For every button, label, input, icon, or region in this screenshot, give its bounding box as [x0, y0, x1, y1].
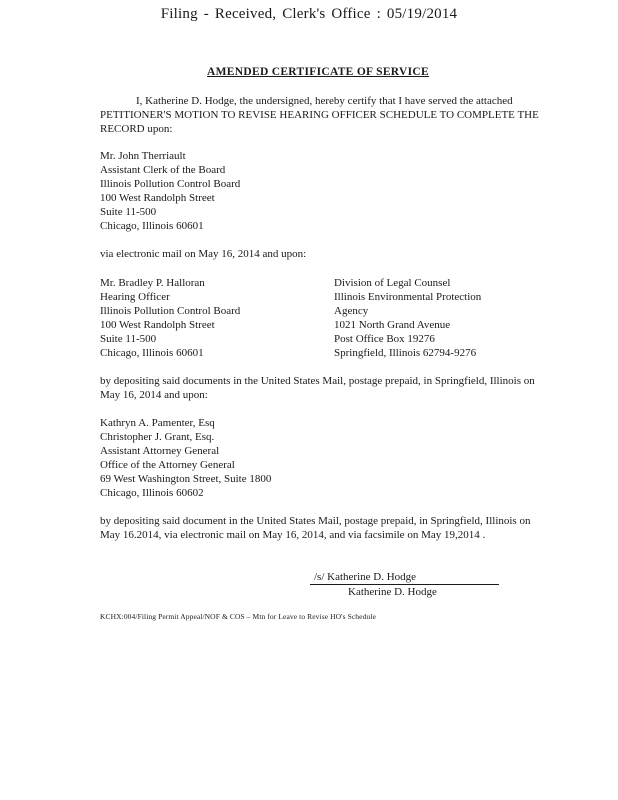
address-line: 100 West Randolph Street — [100, 319, 215, 331]
address-line: Office of the Attorney General — [100, 459, 235, 471]
address-line: 100 West Randolph Street — [100, 192, 215, 204]
signature-block — [310, 570, 533, 599]
via-mail-paragraph-2: by depositing said document in the United States Mail, postage prepaid, in Springfield, Illinois on May 16.2014, via electronic mail on May 16, 2014, and via facsimile on May 19,2014 . — [100, 515, 531, 541]
address-line: 1021 North Grand Avenue — [334, 319, 451, 331]
intro-paragraph: I, Katherine D. Hodge, the undersigned, hereby certify that I have served the attached PETITIONER'S MOTION TO REVISE HEARING OFFICER SCHEDULE TO COMPLETE THE RECORD upon: — [100, 95, 539, 135]
document-footer: KCHX:004/Filing Permit Appeal/NOF & COS – Mtn for Leave to Revise HO's Schedule — [100, 612, 376, 621]
address-line: Chicago, Illinois 60601 — [100, 220, 204, 232]
document-title: AMENDED CERTIFICATE OF SERVICE — [207, 66, 429, 78]
address-line: 69 West Washington Street, Suite 1800 — [100, 473, 272, 485]
address-line: Hearing Officer — [100, 291, 170, 303]
recipient-iepa-address — [334, 276, 481, 360]
recipient-hearing-officer-address — [100, 276, 240, 360]
address-line: Assistant Attorney General — [100, 445, 220, 457]
filing-stamp: Filing - Received, Clerk's Office : 05/19/2014 — [160, 6, 458, 22]
address-line: Mr. Bradley P. Halloran — [100, 277, 205, 289]
address-line: Suite 11-500 — [100, 206, 157, 218]
signer-name: Katherine D. Hodge — [348, 586, 437, 598]
address-line: Chicago, Illinois 60602 — [100, 487, 204, 499]
address-line: Agency — [334, 305, 369, 317]
recipient-attorney-general-address — [100, 416, 271, 500]
address-line: Christopher J. Grant, Esq. — [100, 431, 215, 443]
address-line: Post Office Box 19276 — [334, 333, 435, 345]
via-email-line: via electronic mail on May 16, 2014 and upon: — [100, 248, 307, 260]
address-line: Assistant Clerk of the Board — [100, 164, 226, 176]
address-line: Division of Legal Counsel — [334, 277, 451, 289]
electronic-signature: /s/ Katherine D. Hodge — [310, 570, 499, 585]
address-line: Suite 11-500 — [100, 333, 157, 345]
address-line: Springfield, Illinois 62794-9276 — [334, 347, 477, 359]
recipient-clerk-address — [100, 149, 240, 233]
address-line: Illinois Pollution Control Board — [100, 305, 241, 317]
via-mail-paragraph-1: by depositing said documents in the United States Mail, postage prepaid, in Springfield, Illinois on May 16, 2014 and upon: — [100, 375, 535, 401]
address-line: Illinois Pollution Control Board — [100, 178, 241, 190]
address-line: Kathryn A. Pamenter, Esq — [100, 417, 215, 429]
address-line: Illinois Environmental Protection — [334, 291, 482, 303]
address-line: Mr. John Therriault — [100, 150, 186, 162]
address-line: Chicago, Illinois 60601 — [100, 347, 204, 359]
